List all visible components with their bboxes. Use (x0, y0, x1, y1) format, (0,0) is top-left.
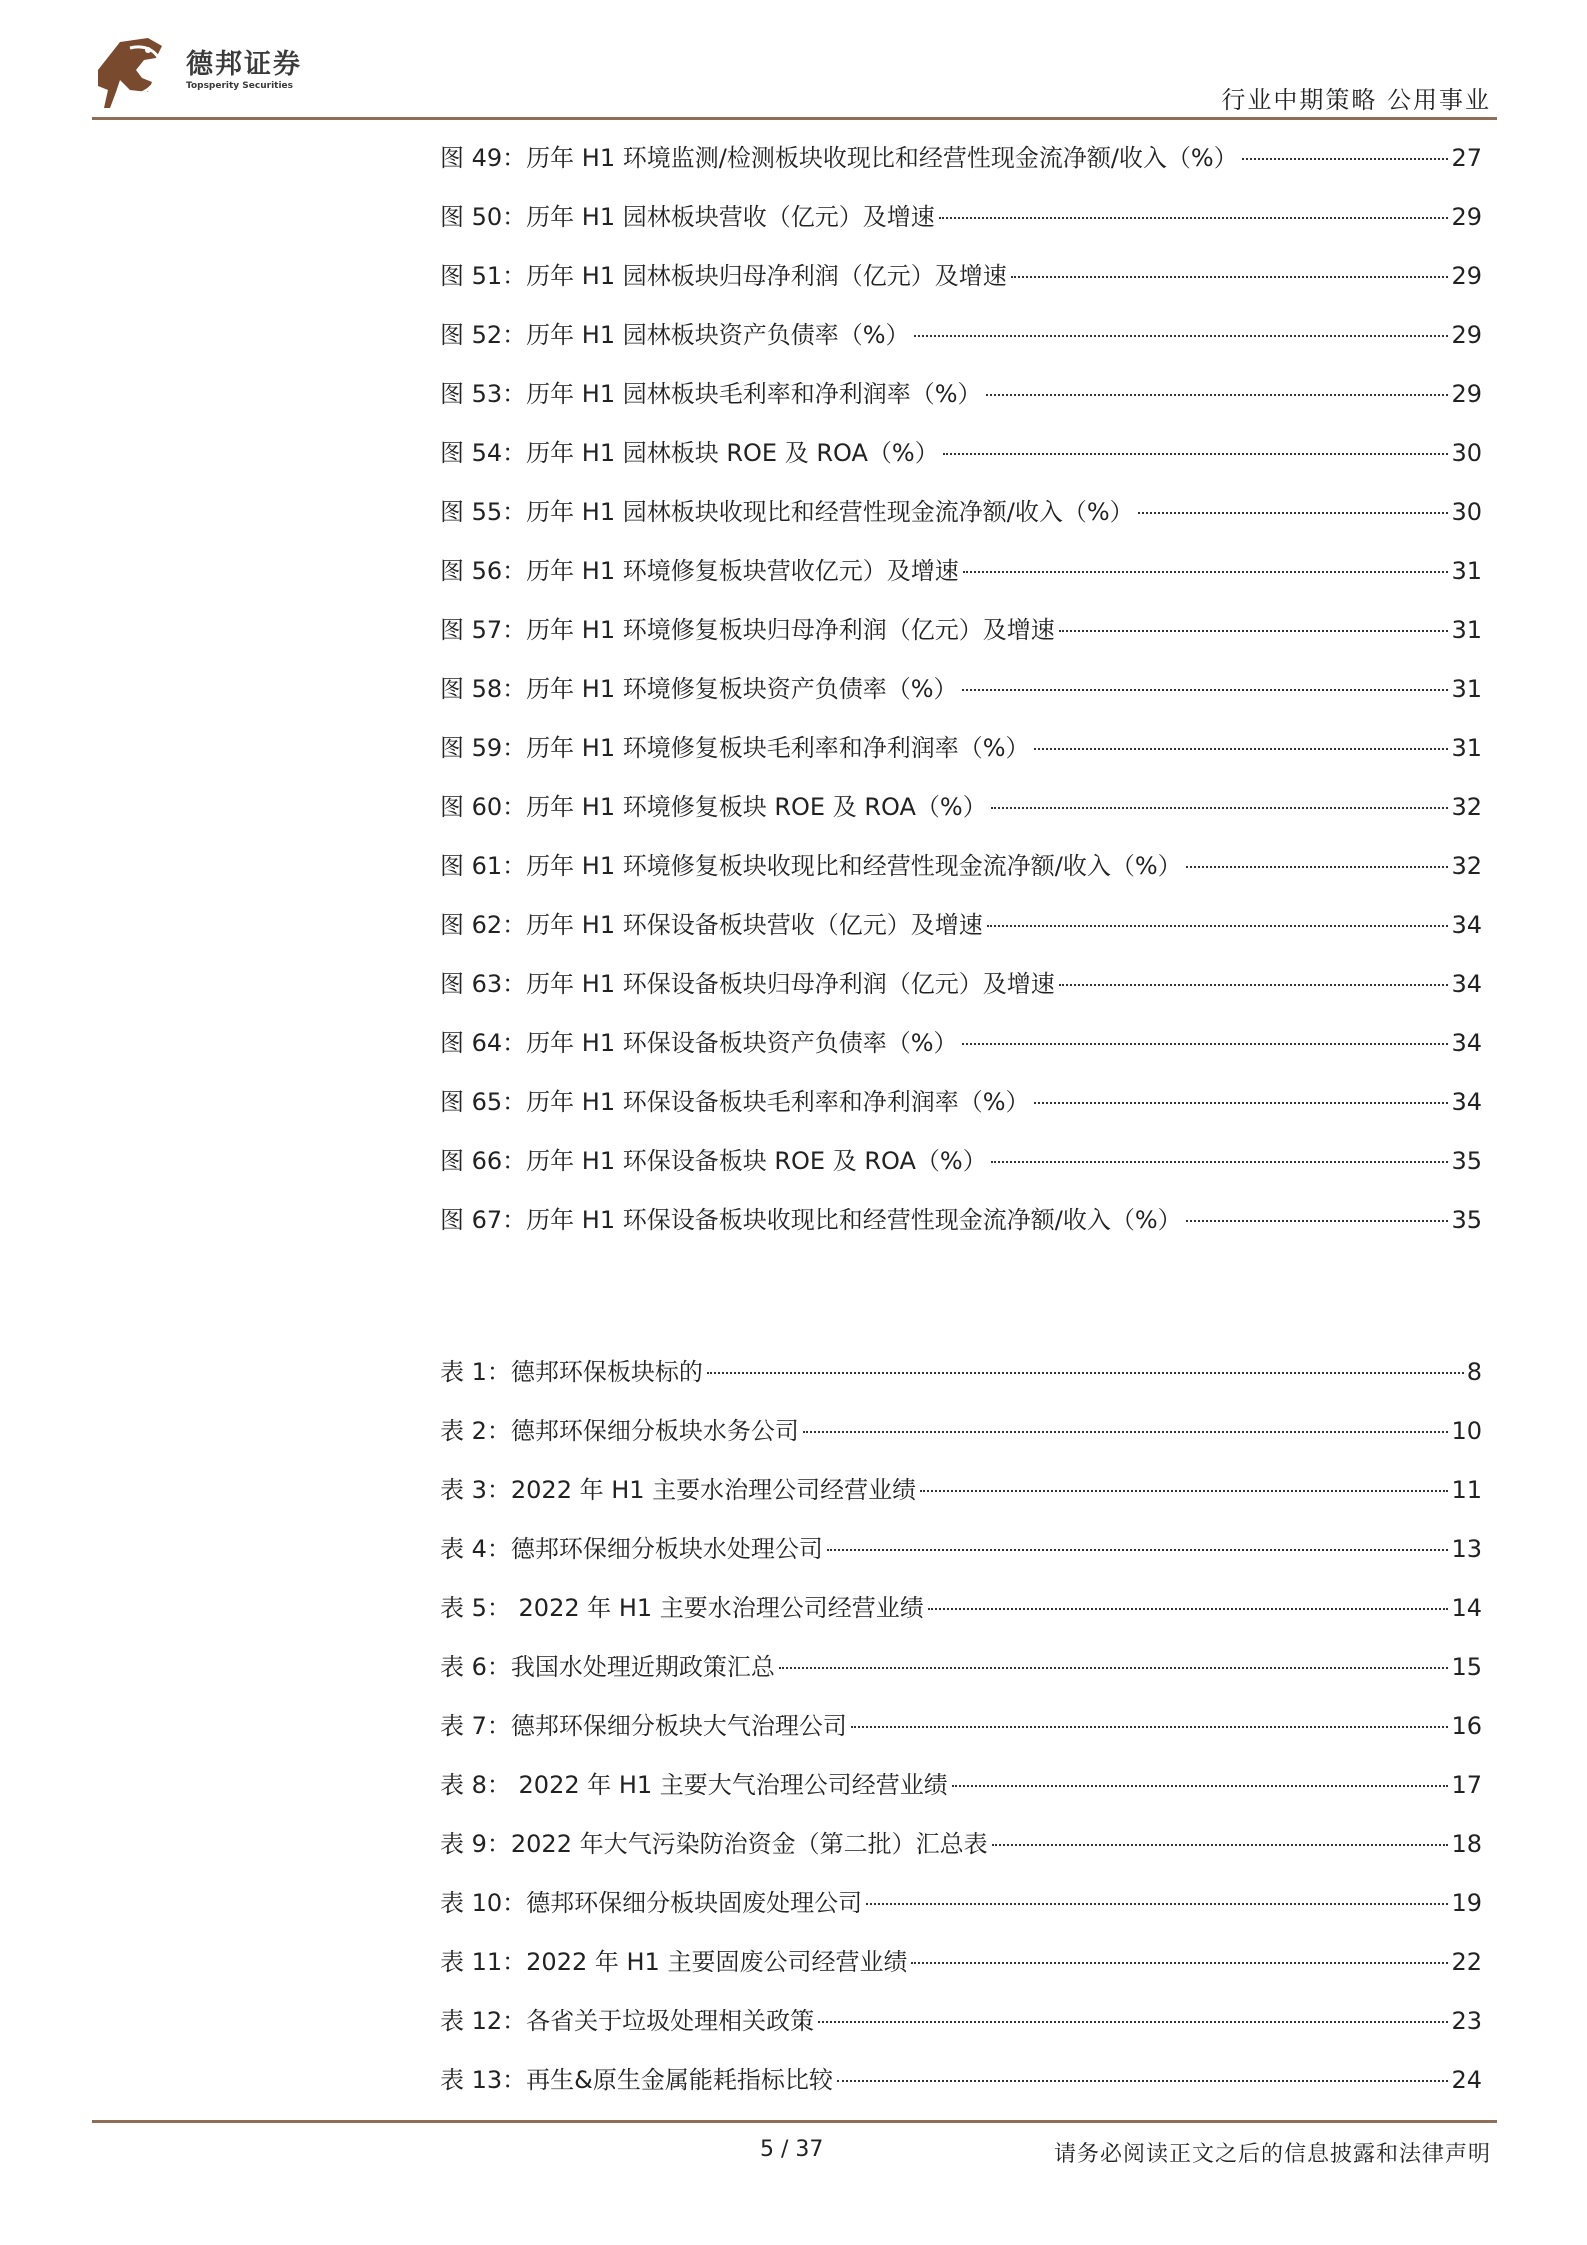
footer-divider (92, 2120, 1497, 2123)
toc-entry-page[interactable]: 11 (1451, 1476, 1482, 1504)
document-category: 行业中期策略 公用事业 (1221, 86, 1491, 114)
dot-leader (866, 1903, 1448, 1905)
figure-toc-row[interactable] (440, 674, 1482, 733)
dot-leader (1034, 1102, 1449, 1104)
toc-entry-page[interactable]: 18 (1451, 1830, 1482, 1858)
table-toc-row[interactable] (440, 1652, 1482, 1711)
toc-entry-label[interactable]: 图 57：历年 H1 环境修复板块归母净利润（亿元）及增速 (440, 616, 1055, 644)
toc-entry-page[interactable]: 30 (1451, 498, 1482, 526)
dot-leader (1059, 984, 1449, 986)
toc-entry-page[interactable]: 24 (1451, 2066, 1482, 2094)
toc-entry-label[interactable]: 图 53：历年 H1 园林板块毛利率和净利润率（%） (440, 380, 982, 408)
toc-entry-page[interactable]: 34 (1451, 970, 1482, 998)
figure-toc-row[interactable] (440, 143, 1482, 202)
toc-entry-label[interactable]: 表 3：2022 年 H1 主要水治理公司经营业绩 (440, 1476, 917, 1504)
toc-entry-label[interactable]: 表 7：德邦环保细分板块大气治理公司 (440, 1712, 847, 1740)
legal-disclaimer: 请务必阅读正文之后的信息披露和法律声明 (1053, 2142, 1491, 2167)
figure-toc-row[interactable] (440, 320, 1482, 379)
toc-entry-label[interactable]: 图 61：历年 H1 环境修复板块收现比和经营性现金流净额/收入（%） (440, 852, 1182, 880)
table-toc-row[interactable] (440, 1475, 1482, 1534)
figure-toc-row[interactable] (440, 202, 1482, 261)
toc-entry-page[interactable]: 29 (1451, 203, 1482, 231)
toc-entry-page[interactable]: 31 (1451, 734, 1482, 762)
dot-leader (1186, 1220, 1449, 1222)
toc-entry-label[interactable]: 表 9：2022 年大气污染防治资金（第二批）汇总表 (440, 1830, 988, 1858)
dot-leader (991, 807, 1449, 809)
toc-entry-label[interactable]: 图 59：历年 H1 环境修复板块毛利率和净利润率（%） (440, 734, 1030, 762)
dot-leader (992, 1844, 1449, 1846)
dot-leader (1011, 276, 1449, 278)
dot-leader (818, 2021, 1448, 2023)
dot-leader (914, 335, 1449, 337)
figure-toc-row[interactable] (440, 556, 1482, 615)
dot-leader (1186, 866, 1449, 868)
figure-list (440, 143, 1482, 1264)
toc-entry-page[interactable]: 34 (1451, 1088, 1482, 1116)
figure-toc-row[interactable] (440, 1028, 1482, 1087)
toc-entry-label[interactable]: 图 49：历年 H1 环境监测/检测板块收现比和经营性现金流净额/收入（%） (440, 144, 1238, 172)
toc-entry-label[interactable]: 图 62：历年 H1 环保设备板块营收（亿元）及增速 (440, 911, 983, 939)
figure-toc-row[interactable] (440, 438, 1482, 497)
toc-entry-page[interactable]: 16 (1451, 1712, 1482, 1740)
dot-leader (803, 1431, 1449, 1433)
dot-leader (943, 453, 1449, 455)
table-toc-row[interactable] (440, 1593, 1482, 1652)
toc-entry-label[interactable]: 表 6：我国水处理近期政策汇总 (440, 1653, 775, 1681)
figure-toc-row[interactable] (440, 792, 1482, 851)
dot-leader (939, 217, 1449, 219)
table-toc-row[interactable] (440, 1357, 1482, 1416)
dot-leader (779, 1667, 1449, 1669)
toc-entry-label[interactable]: 表 1：德邦环保板块标的 (440, 1358, 703, 1386)
toc-entry-label[interactable]: 表 10：德邦环保细分板块固废处理公司 (440, 1889, 863, 1917)
toc-entry-label[interactable]: 图 63：历年 H1 环保设备板块归母净利润（亿元）及增速 (440, 970, 1055, 998)
toc-entry-label[interactable]: 图 56：历年 H1 环境修复板块营收亿元）及增速 (440, 557, 959, 585)
toc-entry-label[interactable]: 图 67：历年 H1 环保设备板块收现比和经营性现金流净额/收入（%） (440, 1206, 1182, 1234)
table-toc-row[interactable] (440, 2006, 1482, 2065)
toc-entry-label[interactable]: 表 4：德邦环保细分板块水处理公司 (440, 1535, 823, 1563)
figure-toc-row[interactable] (440, 497, 1482, 556)
toc-entry-page[interactable]: 34 (1451, 1029, 1482, 1057)
figure-toc-row[interactable] (440, 733, 1482, 792)
toc-entry-label[interactable]: 图 64：历年 H1 环保设备板块资产负债率（%） (440, 1029, 958, 1057)
toc-entry-label[interactable]: 图 55：历年 H1 园林板块收现比和经营性现金流净额/收入（%） (440, 498, 1134, 526)
dot-leader (962, 1043, 1449, 1045)
figure-toc-row[interactable] (440, 379, 1482, 438)
dot-leader (837, 2080, 1449, 2082)
toc-entry-label[interactable]: 图 54：历年 H1 园林板块 ROE 及 ROA（%） (440, 439, 939, 467)
toc-entry-page[interactable]: 22 (1451, 1948, 1482, 1976)
toc-entry-page[interactable]: 19 (1451, 1889, 1482, 1917)
toc-entry-page[interactable]: 8 (1466, 1358, 1482, 1386)
toc-entry-label[interactable]: 表 11：2022 年 H1 主要固废公司经营业绩 (440, 1948, 908, 1976)
brand-name-cn: 德邦证券 (186, 49, 302, 80)
toc-entry-label[interactable]: 表 12：各省关于垃圾处理相关政策 (440, 2007, 815, 2035)
toc-entry-page[interactable]: 13 (1451, 1535, 1482, 1563)
figure-toc-row[interactable] (440, 851, 1482, 910)
toc-entry-label[interactable]: 表 8： 2022 年 H1 主要大气治理公司经营业绩 (440, 1771, 948, 1799)
brand-logo (90, 30, 302, 112)
toc-entry-page[interactable]: 27 (1451, 144, 1482, 172)
dot-leader (707, 1372, 1464, 1374)
toc-entry-label[interactable]: 表 13：再生&原生金属能耗指标比较 (440, 2066, 833, 2094)
toc-entry-label[interactable]: 图 50：历年 H1 园林板块营收（亿元）及增速 (440, 203, 935, 231)
toc-entry-label[interactable]: 图 60：历年 H1 环境修复板块 ROE 及 ROA（%） (440, 793, 987, 821)
dot-leader (962, 689, 1449, 691)
toc-entry-page[interactable]: 17 (1451, 1771, 1482, 1799)
dot-leader (1242, 158, 1449, 160)
dot-leader (986, 394, 1449, 396)
toc-entry-page[interactable]: 31 (1451, 675, 1482, 703)
toc-entry-page[interactable]: 35 (1451, 1147, 1482, 1175)
page-number: 5 / 37 (760, 2137, 824, 2162)
figure-toc-row[interactable] (440, 615, 1482, 674)
dot-leader (987, 925, 1449, 927)
table-toc-row[interactable] (440, 1888, 1482, 1947)
table-toc-row[interactable] (440, 1416, 1482, 1475)
toc-entry-page[interactable]: 34 (1451, 911, 1482, 939)
figure-toc-row[interactable] (440, 969, 1482, 1028)
header-divider (92, 117, 1497, 120)
dot-leader (827, 1549, 1449, 1551)
dot-leader (1138, 512, 1449, 514)
logo-mark-icon (90, 30, 180, 112)
toc-entry-page[interactable]: 15 (1451, 1653, 1482, 1681)
toc-entry-label[interactable]: 表 5： 2022 年 H1 主要水治理公司经营业绩 (440, 1594, 924, 1622)
toc-entry-label[interactable]: 图 66：历年 H1 环保设备板块 ROE 及 ROA（%） (440, 1147, 987, 1175)
toc-entry-page[interactable]: 29 (1451, 321, 1482, 349)
toc-entry-label[interactable]: 图 52：历年 H1 园林板块资产负债率（%） (440, 321, 910, 349)
figure-toc-row[interactable] (440, 261, 1482, 320)
table-toc-row[interactable] (440, 1711, 1482, 1770)
page-header (0, 0, 1587, 125)
table-toc-row[interactable] (440, 1770, 1482, 1829)
toc-entry-page[interactable]: 31 (1451, 557, 1482, 585)
toc-entry-page[interactable]: 32 (1451, 793, 1482, 821)
toc-entry-page[interactable]: 29 (1451, 262, 1482, 290)
toc-entry-page[interactable]: 35 (1451, 1206, 1482, 1234)
dot-leader (851, 1726, 1449, 1728)
toc-entry-page[interactable]: 31 (1451, 616, 1482, 644)
table-toc-row[interactable] (440, 1829, 1482, 1888)
brand-name-en: Topsperity Securities (186, 81, 293, 91)
figure-toc-row[interactable] (440, 910, 1482, 969)
dot-leader (1034, 748, 1449, 750)
dot-leader (911, 1962, 1448, 1964)
table-toc-row[interactable] (440, 1534, 1482, 1593)
table-toc-row[interactable] (440, 2065, 1482, 2124)
table-list (440, 1357, 1482, 2124)
figure-toc-row[interactable] (440, 1087, 1482, 1146)
toc-entry-label[interactable]: 图 58：历年 H1 环境修复板块资产负债率（%） (440, 675, 958, 703)
dot-leader (1059, 630, 1449, 632)
toc-entry-page[interactable]: 23 (1451, 2007, 1482, 2035)
toc-entry-label[interactable]: 表 2：德邦环保细分板块水务公司 (440, 1417, 799, 1445)
toc-entry-page[interactable]: 32 (1451, 852, 1482, 880)
toc-entry-page[interactable]: 10 (1451, 1417, 1482, 1445)
dot-leader (928, 1608, 1449, 1610)
figure-toc-row[interactable] (440, 1205, 1482, 1264)
dot-leader (952, 1785, 1449, 1787)
table-toc-row[interactable] (440, 1947, 1482, 2006)
dot-leader (963, 571, 1449, 573)
toc-entry-page[interactable]: 14 (1451, 1594, 1482, 1622)
toc-entry-page[interactable]: 29 (1451, 380, 1482, 408)
figure-toc-row[interactable] (440, 1146, 1482, 1205)
toc-entry-label[interactable]: 图 51：历年 H1 园林板块归母净利润（亿元）及增速 (440, 262, 1007, 290)
toc-entry-page[interactable]: 30 (1451, 439, 1482, 467)
dot-leader (991, 1161, 1449, 1163)
dot-leader (920, 1490, 1448, 1492)
toc-entry-label[interactable]: 图 65：历年 H1 环保设备板块毛利率和净利润率（%） (440, 1088, 1030, 1116)
